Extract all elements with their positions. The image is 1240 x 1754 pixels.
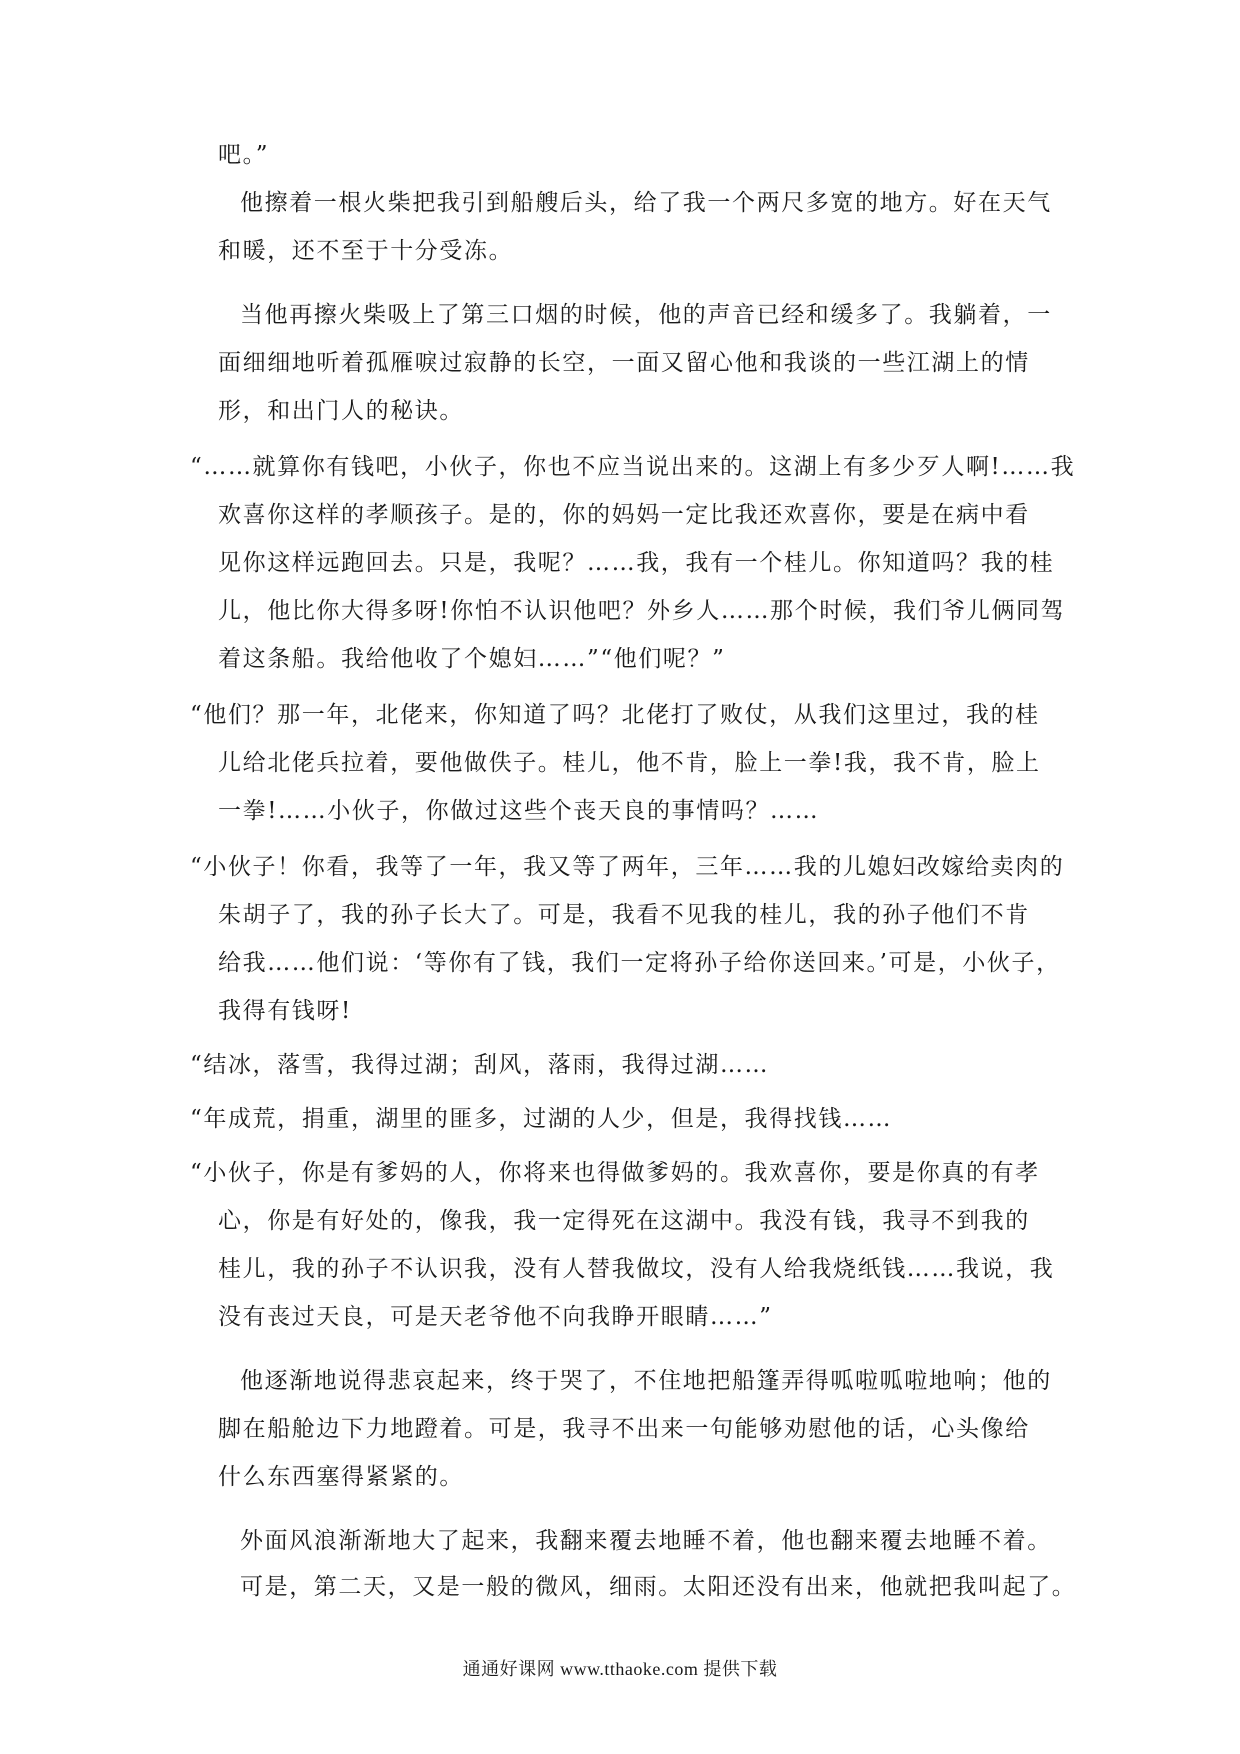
text-line: 他擦着一根火柴把我引到船艘后头，给了我一个两尺多宽的地方。好在天气: [240, 190, 1052, 216]
text-line: “结冰，落雪，我得过湖；刮风，落雨，我得过湖……: [190, 1052, 770, 1078]
page-footer: 通通好课网 www.tthaoke.com 提供下载: [462, 1659, 778, 1679]
text-line: 没有丧过天良，可是天老爷他不向我睁开眼睛……”: [218, 1304, 773, 1330]
text-line: 心，你是有好处的，像我，我一定得死在这湖中。我没有钱，我寻不到我的: [218, 1208, 1030, 1234]
text-line: 面细细地听着孤雁唳过寂静的长空，一面又留心他和我谈的一些江湖上的情: [218, 350, 1030, 376]
text-line: 桂儿，我的孙子不认识我，没有人替我做坟，没有人给我烧纸钱……我说，我: [218, 1256, 1055, 1282]
text-line: 儿给北佬兵拉着，要他做佚子。桂儿，他不肯，脸上一拳!我，我不肯，脸上: [218, 750, 1041, 776]
text-line: 着这条船。我给他收了个媳妇……”“他们呢？”: [218, 646, 726, 672]
text-line: 欢喜你这样的孝顺孩子。是的，你的妈妈一定比我还欢喜你，要是在病中看: [218, 502, 1030, 528]
text-line: 当他再擦火柴吸上了第三口烟的时候，他的声音已经和缓多了。我躺着，一: [240, 302, 1052, 328]
text-line: 他逐渐地说得悲哀起来，终于哭了，不住地把船篷弄得呱啦呱啦地响；他的: [240, 1368, 1052, 1394]
text-line: 和暖，还不至于十分受冻。: [218, 238, 514, 264]
text-line: “小伙子，你是有爹妈的人，你将来也得做爹妈的。我欢喜你，要是你真的有孝: [190, 1160, 1040, 1186]
text-line: 我得有钱呀!: [218, 998, 352, 1024]
text-line: 脚在船舱边下力地蹬着。可是，我寻不出来一句能够劝慰他的话，心头像给: [218, 1416, 1030, 1442]
text-line: 给我……他们说：‘等你有了钱，我们一定将孙子给你送回来。’可是，小伙子，: [218, 950, 1061, 976]
text-line: 儿，他比你大得多呀!你怕不认识他吧？外乡人……那个时候，我们爷儿俩同驾: [218, 598, 1066, 624]
text-line: 可是，第二天，又是一般的微风，细雨。太阳还没有出来，他就把我叫起了。: [240, 1574, 1077, 1600]
text-line: “小伙子！你看，我等了一年，我又等了两年，三年……我的儿媳妇改嫁给卖肉的: [190, 854, 1065, 880]
text-line: “他们？那一年，北佬来，你知道了吗？北佬打了败仗，从我们这里过，我的桂: [190, 702, 1040, 728]
text-line: “年成荒，捐重，湖里的匪多，过湖的人少，但是，我得找钱……: [190, 1106, 893, 1132]
text-line: 形，和出门人的秘诀。: [218, 398, 464, 424]
text-line: 什么东西塞得紧紧的。: [218, 1464, 464, 1490]
text-line: 见你这样远跑回去。只是，我呢？……我，我有一个桂儿。你知道吗？我的桂: [218, 550, 1055, 576]
text-line: 吧。”: [218, 142, 270, 168]
text-line: 朱胡子了，我的孙子长大了。可是，我看不见我的桂儿，我的孙子他们不肯: [218, 902, 1030, 928]
text-line: “……就算你有钱吧，小伙子，你也不应当说出来的。这湖上有多少歹人啊!……我: [190, 454, 1076, 480]
text-line: 外面风浪渐渐地大了起来，我翻来覆去地睡不着，他也翻来覆去地睡不着。: [240, 1528, 1052, 1554]
text-line: 一拳!……小伙子，你做过这些个丧天良的事情吗？……: [218, 798, 820, 824]
